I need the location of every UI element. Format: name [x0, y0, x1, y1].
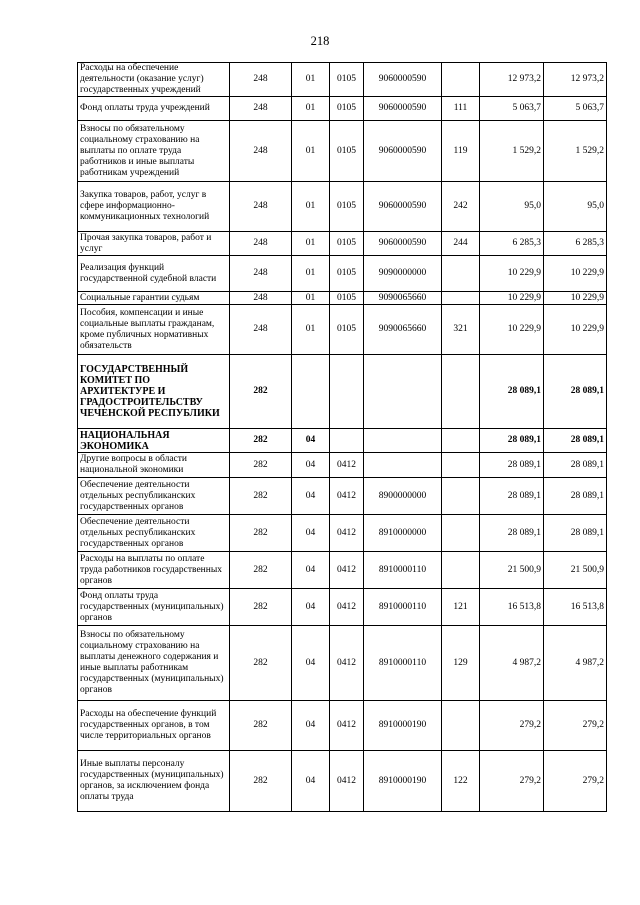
department-code-cell: 248	[230, 305, 292, 355]
target-article-cell: 9060000590	[364, 121, 442, 182]
department-code-cell: 248	[230, 292, 292, 305]
section-code-cell: 01	[292, 256, 330, 292]
item-name-cell: Иные выплаты персоналу государственных (муниципальных) органов, за исключением фонда оплаты труда	[78, 751, 230, 812]
department-code-cell: 248	[230, 256, 292, 292]
department-code-cell: 282	[230, 429, 292, 453]
item-name-cell: Взносы по обязательному социальному страхованию на выплаты по оплате труда работников и иные выплаты работникам учреждений	[78, 121, 230, 182]
subsection-code-cell: 0412	[330, 751, 364, 812]
amount-cell: 28 089,1	[544, 515, 607, 552]
expense-type-cell: 121	[442, 589, 480, 626]
expense-type-cell	[442, 701, 480, 751]
amount-cell: 10 229,9	[480, 256, 544, 292]
expense-type-cell	[442, 478, 480, 515]
section-code-cell: 01	[292, 182, 330, 232]
amount-cell: 28 089,1	[544, 478, 607, 515]
table-row	[78, 453, 607, 478]
subsection-code-cell: 0412	[330, 552, 364, 589]
expense-type-cell: 129	[442, 626, 480, 701]
subsection-code-cell: 0105	[330, 292, 364, 305]
department-code-cell: 282	[230, 478, 292, 515]
item-name-cell: ГОСУДАРСТВЕННЫЙ КОМИТЕТ ПО АРХИТЕКТУРЕ И ГРАДОСТРОИТЕЛЬСТВУ ЧЕЧЕНСКОЙ РЕСПУБЛИКИ	[78, 355, 230, 429]
subsection-code-cell: 0412	[330, 589, 364, 626]
target-article-cell	[364, 453, 442, 478]
subsection-code-cell: 0105	[330, 232, 364, 256]
expense-type-cell: 111	[442, 97, 480, 121]
subsection-code-cell: 0412	[330, 478, 364, 515]
expense-type-cell	[442, 292, 480, 305]
amount-cell: 6 285,3	[480, 232, 544, 256]
target-article-cell: 8910000190	[364, 701, 442, 751]
section-code-cell: 04	[292, 626, 330, 701]
target-article-cell: 8910000110	[364, 552, 442, 589]
section-code-cell: 01	[292, 305, 330, 355]
amount-cell: 16 513,8	[480, 589, 544, 626]
table-row	[78, 515, 607, 552]
amount-cell: 28 089,1	[544, 429, 607, 453]
item-name-cell: Социальные гарантии судьям	[78, 292, 230, 305]
subsection-code-cell	[330, 355, 364, 429]
subsection-code-cell: 0412	[330, 701, 364, 751]
department-code-cell: 248	[230, 121, 292, 182]
table-row	[78, 256, 607, 292]
item-name-cell: Фонд оплаты труда учреждений	[78, 97, 230, 121]
amount-cell: 10 229,9	[544, 305, 607, 355]
budget-table-body	[78, 63, 607, 812]
expense-type-cell	[442, 429, 480, 453]
table-row	[78, 355, 607, 429]
expense-type-cell: 242	[442, 182, 480, 232]
amount-cell: 12 973,2	[480, 63, 544, 97]
target-article-cell: 9060000590	[364, 232, 442, 256]
expense-type-cell: 119	[442, 121, 480, 182]
expense-type-cell: 321	[442, 305, 480, 355]
subsection-code-cell: 0105	[330, 97, 364, 121]
subsection-code-cell: 0412	[330, 626, 364, 701]
expense-type-cell	[442, 63, 480, 97]
amount-cell: 95,0	[480, 182, 544, 232]
expense-type-cell: 244	[442, 232, 480, 256]
table-row	[78, 97, 607, 121]
subsection-code-cell: 0412	[330, 453, 364, 478]
table-row	[78, 626, 607, 701]
amount-cell: 28 089,1	[480, 355, 544, 429]
department-code-cell: 248	[230, 63, 292, 97]
amount-cell: 28 089,1	[480, 453, 544, 478]
target-article-cell: 8910000190	[364, 751, 442, 812]
subsection-code-cell	[330, 429, 364, 453]
section-code-cell: 04	[292, 552, 330, 589]
amount-cell: 21 500,9	[480, 552, 544, 589]
expense-type-cell	[442, 256, 480, 292]
department-code-cell: 282	[230, 626, 292, 701]
department-code-cell: 248	[230, 97, 292, 121]
section-code-cell: 01	[292, 292, 330, 305]
table-row	[78, 121, 607, 182]
section-code-cell: 01	[292, 97, 330, 121]
department-code-cell: 282	[230, 751, 292, 812]
section-code-cell: 04	[292, 701, 330, 751]
target-article-cell: 8900000000	[364, 478, 442, 515]
amount-cell: 28 089,1	[480, 478, 544, 515]
amount-cell: 16 513,8	[544, 589, 607, 626]
amount-cell: 10 229,9	[480, 292, 544, 305]
department-code-cell: 248	[230, 232, 292, 256]
amount-cell: 279,2	[544, 701, 607, 751]
amount-cell: 4 987,2	[480, 626, 544, 701]
department-code-cell: 248	[230, 182, 292, 232]
table-row	[78, 701, 607, 751]
item-name-cell: Обеспечение деятельности отдельных республиканских государственных органов	[78, 515, 230, 552]
item-name-cell: Расходы на выплаты по оплате труда работников государственных органов	[78, 552, 230, 589]
subsection-code-cell: 0412	[330, 515, 364, 552]
table-row	[78, 589, 607, 626]
amount-cell: 6 285,3	[544, 232, 607, 256]
target-article-cell: 8910000110	[364, 589, 442, 626]
amount-cell: 1 529,2	[480, 121, 544, 182]
department-code-cell: 282	[230, 515, 292, 552]
department-code-cell: 282	[230, 453, 292, 478]
target-article-cell	[364, 429, 442, 453]
target-article-cell: 9090000000	[364, 256, 442, 292]
table-row	[78, 552, 607, 589]
expense-type-cell	[442, 515, 480, 552]
section-code-cell: 04	[292, 751, 330, 812]
section-code-cell: 04	[292, 478, 330, 515]
amount-cell: 28 089,1	[480, 515, 544, 552]
item-name-cell: Обеспечение деятельности отдельных республиканских государственных органов	[78, 478, 230, 515]
section-code-cell: 01	[292, 232, 330, 256]
target-article-cell: 9060000590	[364, 63, 442, 97]
department-code-cell: 282	[230, 589, 292, 626]
section-code-cell: 04	[292, 589, 330, 626]
amount-cell: 12 973,2	[544, 63, 607, 97]
section-code-cell: 01	[292, 63, 330, 97]
item-name-cell: Другие вопросы в области национальной экономики	[78, 453, 230, 478]
department-code-cell: 282	[230, 355, 292, 429]
table-row	[78, 751, 607, 812]
target-article-cell: 8910000110	[364, 626, 442, 701]
department-code-cell: 282	[230, 552, 292, 589]
amount-cell: 1 529,2	[544, 121, 607, 182]
item-name-cell: НАЦИОНАЛЬНАЯ ЭКОНОМИКА	[78, 429, 230, 453]
item-name-cell: Расходы на обеспечение функций государственных органов, в том числе территориальных органов	[78, 701, 230, 751]
subsection-code-cell: 0105	[330, 121, 364, 182]
item-name-cell: Фонд оплаты труда государственных (муниципальных) органов	[78, 589, 230, 626]
amount-cell: 21 500,9	[544, 552, 607, 589]
subsection-code-cell: 0105	[330, 182, 364, 232]
subsection-code-cell: 0105	[330, 63, 364, 97]
page-number: 218	[310, 34, 330, 48]
amount-cell: 28 089,1	[544, 453, 607, 478]
table-row	[78, 182, 607, 232]
table-row	[78, 232, 607, 256]
table-row	[78, 63, 607, 97]
amount-cell: 4 987,2	[544, 626, 607, 701]
item-name-cell: Закупка товаров, работ, услуг в сфере информационно-коммуникационных технологий	[78, 182, 230, 232]
target-article-cell: 9090065660	[364, 292, 442, 305]
amount-cell: 10 229,9	[544, 256, 607, 292]
item-name-cell: Расходы на обеспечение деятельности (оказание услуг) государственных учреждений	[78, 63, 230, 97]
target-article-cell	[364, 355, 442, 429]
item-name-cell: Реализация функций государственной судебной власти	[78, 256, 230, 292]
expense-type-cell	[442, 453, 480, 478]
table-row	[78, 305, 607, 355]
amount-cell: 28 089,1	[480, 429, 544, 453]
section-code-cell: 01	[292, 121, 330, 182]
target-article-cell: 9060000590	[364, 182, 442, 232]
item-name-cell: Взносы по обязательному социальному страхованию на выплаты денежного содержания и иные выплаты работникам государственных (муниципальных) органов	[78, 626, 230, 701]
section-code-cell	[292, 355, 330, 429]
section-code-cell: 04	[292, 515, 330, 552]
item-name-cell: Прочая закупка товаров, работ и услуг	[78, 232, 230, 256]
amount-cell: 95,0	[544, 182, 607, 232]
amount-cell: 5 063,7	[480, 97, 544, 121]
expense-type-cell	[442, 355, 480, 429]
amount-cell: 279,2	[480, 751, 544, 812]
target-article-cell: 9090065660	[364, 305, 442, 355]
budget-table	[77, 62, 607, 812]
amount-cell: 28 089,1	[544, 355, 607, 429]
amount-cell: 279,2	[544, 751, 607, 812]
subsection-code-cell: 0105	[330, 305, 364, 355]
section-code-cell: 04	[292, 429, 330, 453]
table-row	[78, 478, 607, 515]
amount-cell: 5 063,7	[544, 97, 607, 121]
item-name-cell: Пособия, компенсации и иные социальные выплаты гражданам, кроме публичных нормативных обязательств	[78, 305, 230, 355]
expense-type-cell: 122	[442, 751, 480, 812]
amount-cell: 10 229,9	[544, 292, 607, 305]
amount-cell: 279,2	[480, 701, 544, 751]
target-article-cell: 9060000590	[364, 97, 442, 121]
subsection-code-cell: 0105	[330, 256, 364, 292]
table-row	[78, 292, 607, 305]
amount-cell: 10 229,9	[480, 305, 544, 355]
target-article-cell: 8910000000	[364, 515, 442, 552]
section-code-cell: 04	[292, 453, 330, 478]
table-row	[78, 429, 607, 453]
department-code-cell: 282	[230, 701, 292, 751]
expense-type-cell	[442, 552, 480, 589]
